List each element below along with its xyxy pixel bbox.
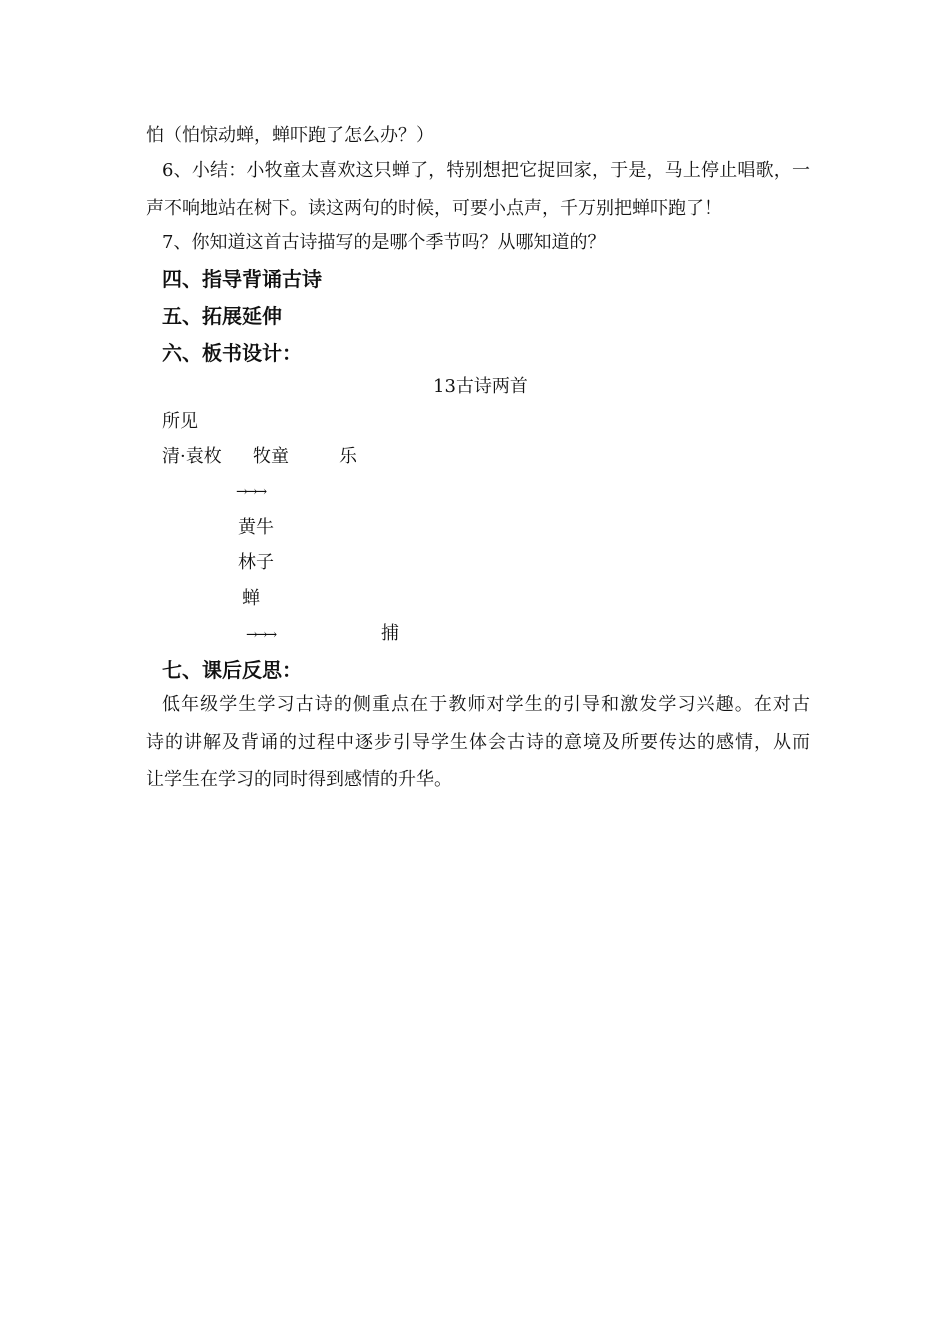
reflection-line-2: 诗的讲解及背诵的过程中逐步引导学生体会古诗的意境及所要传达的感情，从而 xyxy=(146,732,810,753)
board-cicada: 蝉 xyxy=(242,588,260,609)
reflection-line-3: 让学生在学习的同时得到感情的升华。 xyxy=(146,769,452,790)
heading-extend: 五、拓展延伸 xyxy=(162,304,282,328)
board-poem-title: 所见 xyxy=(162,411,198,432)
heading-recite: 四、指导背诵古诗 xyxy=(162,267,322,291)
summary-line-2: 声不响地站在树下。读这两句的时候，可要小点声，千万别把蝉吓跑了！ xyxy=(146,198,722,219)
board-woods: 林子 xyxy=(238,552,274,573)
board-ox: 黄牛 xyxy=(238,517,274,538)
summary-line-1: 6、小结：小牧童太喜欢这只蝉了，特别想把它捉回家，于是，马上停止唱歌，一 xyxy=(162,160,810,181)
reflection-line-1: 低年级学生学习古诗的侧重点在于教师对学生的引导和激发学习兴趣。在对古 xyxy=(162,694,810,715)
board-title: 13古诗两首 xyxy=(433,376,528,397)
fear-line: 怕（怕惊动蝉，蝉吓跑了怎么办？） xyxy=(146,125,434,146)
board-joy: 乐 xyxy=(339,446,357,467)
board-herdboy: 牧童 xyxy=(253,446,289,467)
board-author: 清·袁枚 xyxy=(162,446,222,467)
question-7: 7、你知道这首古诗描写的是哪个季节吗？从哪知道的？ xyxy=(162,232,606,253)
board-catch: 捕 xyxy=(381,623,399,644)
heading-board-design: 六、板书设计： xyxy=(162,341,302,365)
board-arrows-top: →→→ xyxy=(236,484,266,500)
board-arrows-bottom: →→→ xyxy=(246,627,276,643)
heading-reflection: 七、课后反思： xyxy=(162,658,302,682)
